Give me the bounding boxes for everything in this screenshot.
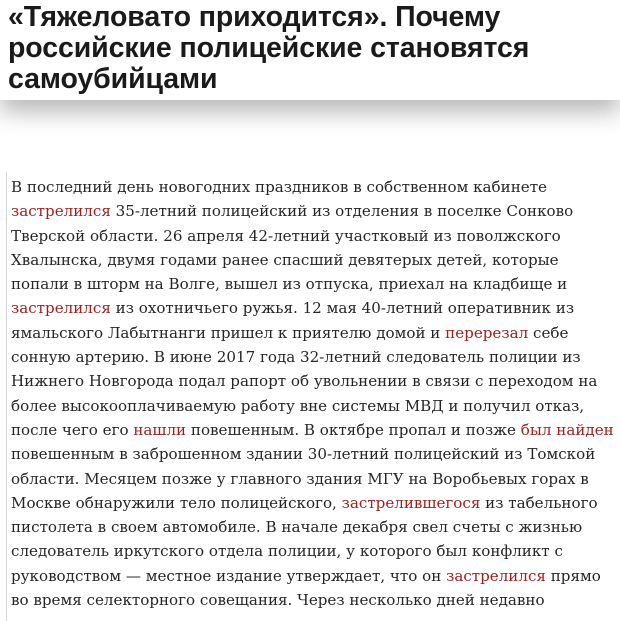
article-line: [11, 248, 620, 272]
article-line: [11, 418, 620, 442]
article-link[interactable]: застрелился: [11, 202, 111, 221]
article-line: [11, 467, 620, 491]
article-text-segment: Хвалынска, двумя годами ранее спасший девятерых детей, которые: [11, 250, 559, 269]
article-line: [11, 564, 620, 588]
article-headline: [0, 0, 620, 95]
article-text-segment: В последний день новогодних праздников в собственном кабинете: [11, 178, 547, 196]
article-text-segment: пистолета в своем автомобиле. В начале декабря свел счеты с жизнью: [11, 518, 583, 537]
article-body: [0, 172, 620, 612]
article-text-segment: после чего его: [11, 420, 134, 439]
article-text-segment: повешенным. В октябре пропал и позже: [186, 420, 521, 439]
article-link[interactable]: перерезал: [445, 323, 529, 342]
article-text-segment: 35-летний полицейский из отделения в поселке Сонково: [110, 202, 574, 221]
article-paragraph: [0, 172, 620, 612]
article-text-segment: руководством — местное издание утверждает, что он: [11, 566, 447, 585]
article-line: [11, 539, 620, 563]
headline-line: «Тяжеловато приходится». Почему: [8, 1, 501, 33]
article-link[interactable]: застрелившегося: [341, 493, 481, 512]
article-text-segment: Тверской области. 26 апреля 42-летний участковый из поволжского: [11, 226, 561, 245]
article-text-segment: попали в шторм на Волге, вышел из отпуска, приехал на кладбище и: [11, 275, 568, 294]
article-text-segment: области. Месяцем позже у главного здания МГУ на Воробьевых горах в: [11, 469, 589, 488]
article-text-segment: прямо: [545, 566, 601, 585]
article-text-segment: ямальского Лабытнанги пришел к приятелю домой и: [11, 323, 446, 342]
article-text-segment: себе: [528, 323, 569, 342]
article-line: [11, 199, 620, 223]
article-line: [11, 345, 620, 369]
article-line: [11, 515, 620, 539]
article-text-segment: из табельного: [480, 493, 598, 512]
headline-line: российские полицейские становятся: [8, 32, 530, 64]
article-line: [11, 394, 620, 418]
article-text-segment: сонную артерию. В июне 2017 года 32-летний следователь полиции из: [11, 348, 581, 367]
article-link[interactable]: нашли: [133, 420, 187, 439]
article-text-segment: более высокооплачиваемую работу вне системы МВД и получил отказ,: [11, 396, 585, 415]
article-text-segment: следователь иркутского отдела полиции, у которого был конфликт с: [11, 542, 563, 561]
article-line: [11, 224, 620, 248]
article-line: [11, 321, 620, 345]
article-line: [11, 588, 620, 612]
article-line: [11, 369, 620, 393]
article-line: [11, 491, 620, 515]
article-line: [11, 442, 620, 466]
article-text-segment: Нижнего Новгорода подал рапорт об увольнении в связи с переходом на: [11, 372, 598, 391]
article-link[interactable]: застрелился: [11, 299, 111, 318]
article-link[interactable]: застрелился: [446, 566, 546, 585]
article-text-segment: во время селекторного совещания. Через несколько дней недавно: [11, 591, 545, 610]
headline-line: самоубийцами: [8, 63, 218, 95]
article-text-segment: повешенным в заброшенном здании 30-летний полицейский из Томской: [11, 445, 596, 464]
article-text-segment: Москве обнаружили тело полицейского,: [11, 493, 342, 512]
article-line: [11, 175, 620, 199]
article-line: [11, 296, 620, 320]
article-link[interactable]: был найден: [520, 420, 614, 439]
article-text-segment: из охотничьего ружья. 12 мая 40-летний оперативник из: [110, 299, 575, 318]
article-line: [11, 272, 620, 296]
headline-card: [0, 0, 620, 100]
